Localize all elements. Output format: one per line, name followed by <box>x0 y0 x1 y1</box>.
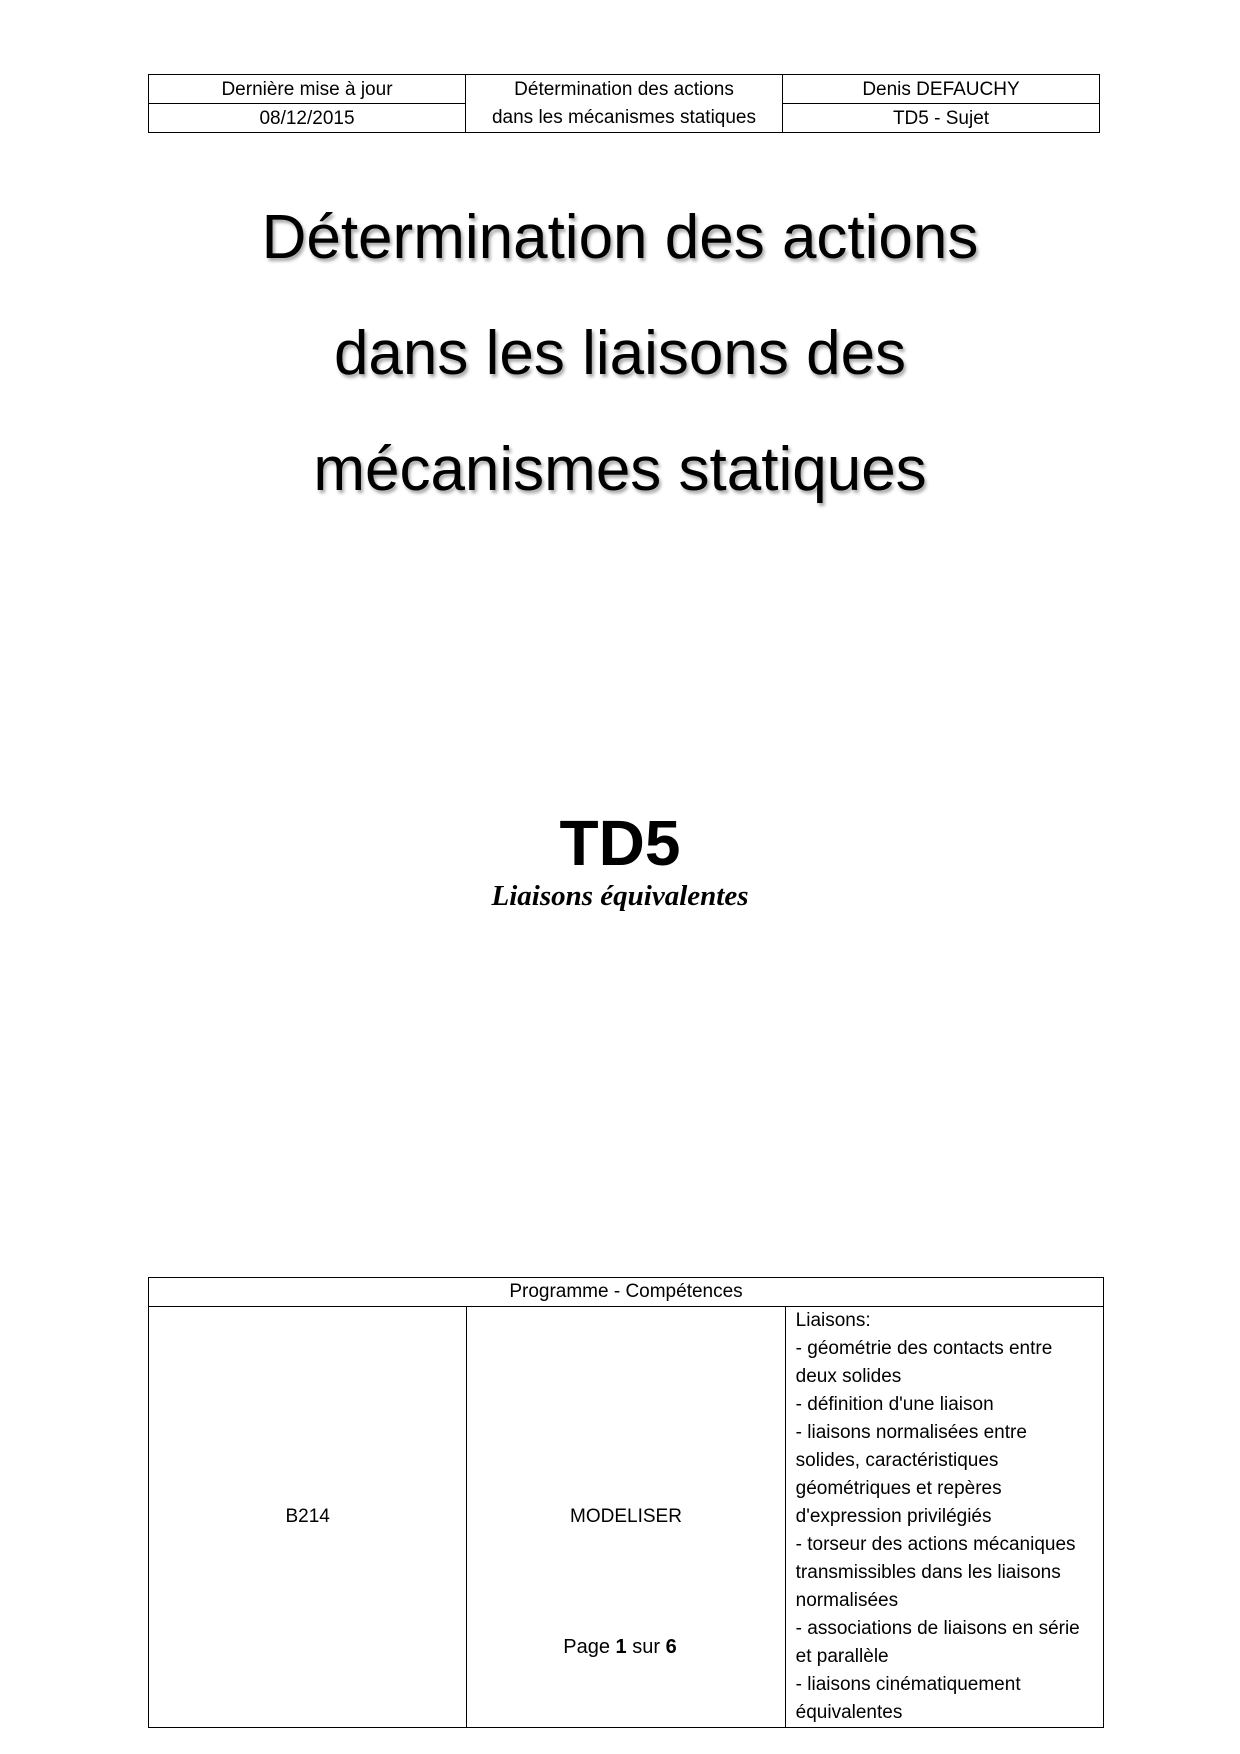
list-item: Liaisons: <box>795 1310 871 1331</box>
header-subject-line1: Détermination des actions <box>514 78 734 100</box>
competence-category: MODELISER <box>467 1307 785 1728</box>
main-title-line2: dans les liaisons des <box>333 319 907 388</box>
td-code: TD5 <box>559 807 681 879</box>
list-item: - associations de liaisons en série et parallèle <box>795 1618 1080 1667</box>
header-subject-line2: dans les mécanismes statiques <box>491 106 756 128</box>
list-item: - liaisons cinématiquement équivalentes <box>795 1674 1021 1723</box>
td-subtitle: Liaisons équivalentes <box>491 880 749 912</box>
footer-of-word: sur <box>632 1636 661 1658</box>
competence-code: B214 <box>149 1307 467 1728</box>
header-table <box>148 74 1100 133</box>
header-author: Denis DEFAUCHY <box>783 75 1100 104</box>
header-doc-ref: TD5 - Sujet <box>783 104 1100 133</box>
list-item: - torseur des actions mécaniques transmissibles dans les liaisons normalisées <box>795 1534 1076 1611</box>
footer-total-pages: 6 <box>665 1636 677 1658</box>
list-item: - liaisons normalisées entre solides, caractéristiques géométriques et repères d'expression privilégiés <box>795 1422 1027 1527</box>
programme-table <box>148 1277 1104 1728</box>
page-footer <box>0 1634 1240 1660</box>
list-item: - géométrie des contacts entre deux solides <box>795 1338 1053 1387</box>
list-item: - définition d'une liaison <box>795 1394 994 1415</box>
last-update-label: Dernière mise à jour <box>149 75 466 104</box>
main-title <box>100 180 1140 528</box>
header-subject <box>466 75 783 133</box>
main-title-line1: Détermination des actions <box>261 203 979 272</box>
footer-page-word: Page <box>563 1636 610 1658</box>
programme-heading: Programme - Compétences <box>149 1278 1104 1307</box>
footer-current-page: 1 <box>615 1636 627 1658</box>
last-update-date: 08/12/2015 <box>149 104 466 133</box>
main-title-line3: mécanismes statiques <box>313 435 927 504</box>
competence-list <box>785 1307 1103 1728</box>
